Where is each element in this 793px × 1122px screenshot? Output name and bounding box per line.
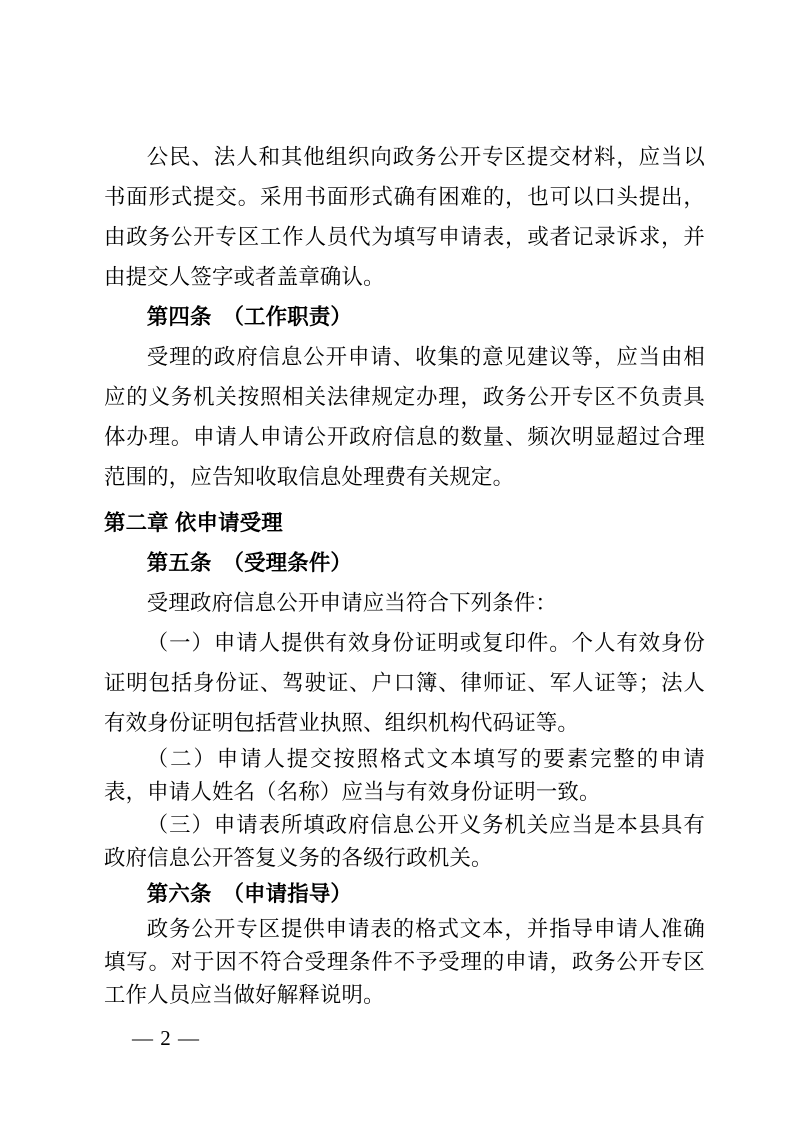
list-item-condition-2: （二）申请人提交按照格式文本填写的要素完整的申请表，申请人姓名（名称）应当与有效身份证明一致。 — [104, 747, 705, 804]
chapter-2-heading: 第二章 依申请受理 — [104, 511, 283, 535]
list-item-condition-1: （一）申请人提供有效身份证明或复印件。个人有效身份证明包括身份证、驾驶证、户口簿、律师证、军人证等；法人有效身份证明包括营业执照、组织机构代码证等。 — [104, 631, 705, 735]
article-5-heading: 第五条 （受理条件） — [146, 551, 353, 575]
page-number: — 2 — — [132, 1026, 200, 1050]
article-4-heading: 第四条 （工作职责） — [146, 305, 353, 329]
paragraph-article-4-duties: 受理的政府信息公开申请、收集的意见建议等，应当由相应的义务机关按照相关法律规定办理，政务公开专区不负责具体办理。申请人申请公开政府信息的数量、频次明显超过合理范围的，应告知收取信息处理费有关规定。 — [104, 345, 705, 489]
list-item-condition-3: （三）申请表所填政府信息公开义务机关应当是本县具有政府信息公开答复义务的各级行政机关。 — [104, 813, 705, 870]
document-content — [104, 137, 705, 1012]
paragraph-article-5-intro: 受理政府信息公开申请应当符合下列条件： — [146, 591, 558, 615]
paragraph-article-6-guidance: 政务公开专区提供申请表的格式文本，并指导申请人准确填写。对于因不符合受理条件不予受理的申请，政务公开专区工作人员应当做好解释说明。 — [104, 917, 705, 1007]
article-6-heading: 第六条 （申请指导） — [146, 882, 353, 906]
paragraph-submission-method: 公民、法人和其他组织向政务公开专区提交材料，应当以书面形式提交。采用书面形式确有困难的，也可以口头提出，由政务公开专区工作人员代为填写申请表，或者记录诉求，并由提交人签字或者盖章确认。 — [104, 145, 705, 289]
